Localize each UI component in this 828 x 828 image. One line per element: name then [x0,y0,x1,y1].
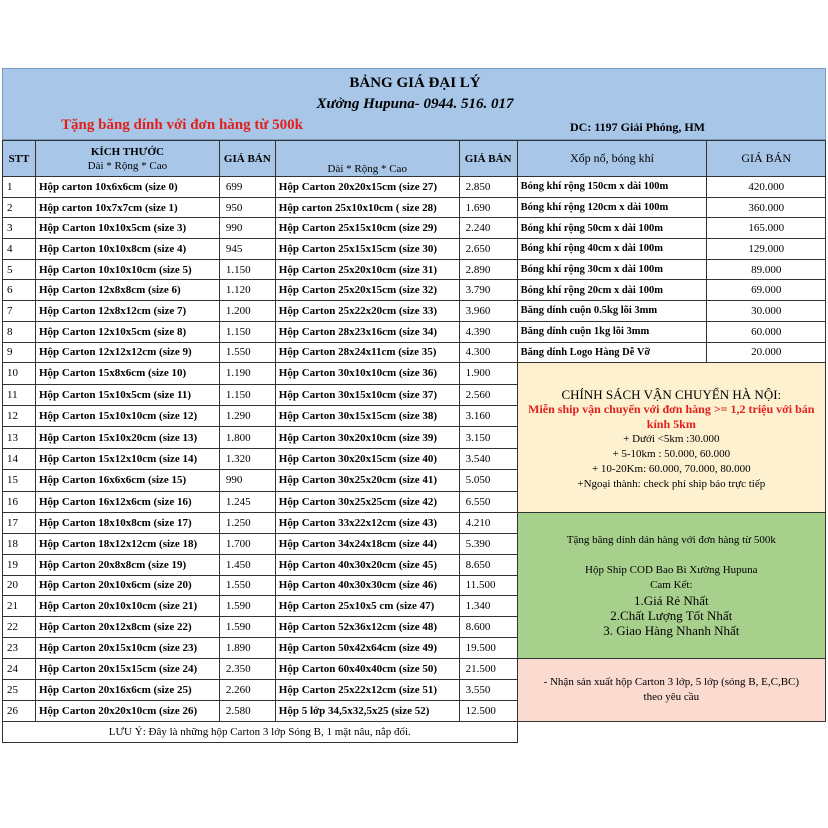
product-price: 3.960 [459,301,517,322]
item-price: 20.000 [707,342,826,363]
table-row [3,177,826,198]
product-name: Hộp Carton 18x12x12cm (size 18) [35,533,219,554]
product-name: Hộp Carton 40x30x20cm (size 45) [275,554,459,575]
table-row [3,301,826,322]
product-price: 1.800 [219,427,275,448]
product-price: 12.500 [459,701,517,722]
product-name: Hộp Carton 30x15x10cm (size 37) [275,384,459,405]
row-stt: 18 [3,533,36,554]
product-name: Hộp Carton 20x8x8cm (size 19) [35,554,219,575]
commitment-panel-line: 1.Giá Rẻ Nhất [633,593,709,609]
product-name: Hộp Carton 20x15x15cm (size 24) [35,658,219,679]
product-price: 1.590 [219,596,275,617]
shipping-panel-line: +Ngoại thành: check phí ship báo trực tiếp [577,478,766,491]
row-stt: 20 [3,575,36,596]
item-price: 129.000 [707,239,826,260]
row-stt: 7 [3,301,36,322]
product-price: 2.560 [459,384,517,405]
note-blank [517,722,825,743]
row-stt: 21 [3,596,36,617]
product-name: Hộp Carton 52x36x12cm (size 48) [275,617,459,638]
product-name: Hộp Carton 16x12x6cm (size 16) [35,491,219,512]
shipping-panel-line: CHÍNH SÁCH VẬN CHUYỂN HÀ NỘI: [561,387,782,403]
item-name: Bóng khí rộng 20cm x dài 100m [517,280,707,301]
product-price: 1.120 [219,280,275,301]
product-name: Hộp Carton 20x10x10cm (size 21) [35,596,219,617]
item-name: Bóng khí rộng 40cm x dài 100m [517,239,707,260]
product-name: Hộp carton 10x7x7cm (size 1) [35,197,219,218]
product-price: 21.500 [459,658,517,679]
col-header-size-title: KÍCH THƯỚC [90,145,164,158]
shipping-panel-line: Miễn ship vận chuyển với đơn hàng >= 1,2 triệu với bán kính 5km [528,402,815,432]
row-stt: 23 [3,638,36,659]
table-row [3,321,826,342]
product-name: Hộp Carton 15x8x6cm (size 10) [35,363,219,384]
product-price: 1.690 [459,197,517,218]
sheet-header [2,68,826,140]
shipping-panel [517,363,825,513]
product-name: Hộp carton 10x6x6cm (size 0) [35,177,219,198]
product-name: Hộp Carton 30x10x10cm (size 36) [275,363,459,384]
col-header-stt: STT [3,141,36,177]
note-row [3,722,826,743]
product-name: Hộp Carton 10x10x10cm (size 5) [35,259,219,280]
item-name: Băng dính cuộn 0.5kg lõi 3mm [517,301,707,322]
product-name: Hộp Carton 30x20x10cm (size 39) [275,427,459,448]
product-name: Hộp Carton 12x8x12cm (size 7) [35,301,219,322]
product-price: 1.590 [219,617,275,638]
table-row [3,239,826,260]
table-row [3,197,826,218]
product-name: Hộp Carton 25x22x12cm (size 51) [275,680,459,701]
item-price: 89.000 [707,259,826,280]
row-stt: 6 [3,280,36,301]
product-price: 3.150 [459,427,517,448]
production-panel-line: theo yêu cầu [643,691,700,704]
item-price: 30.000 [707,301,826,322]
product-name: Hộp Carton 15x10x10cm (size 12) [35,406,219,427]
item-name: Băng dính cuộn 1kg lõi 3mm [517,321,707,342]
product-price: 3.790 [459,280,517,301]
table-row [3,363,826,384]
product-price: 990 [219,470,275,491]
product-name: Hộp Carton 30x20x15cm (size 40) [275,448,459,469]
sheet-subtitle: Xưởng Hupuna- 0944. 516. 017 [316,96,514,112]
row-stt: 13 [3,427,36,448]
product-price: 2.850 [459,177,517,198]
commitment-panel-line: Cam Kết: [650,579,693,592]
row-stt: 17 [3,513,36,534]
product-name: Hộp Carton 12x12x12cm (size 9) [35,342,219,363]
row-stt: 25 [3,680,36,701]
product-price: 2.260 [219,680,275,701]
product-name: Hộp Carton 30x25x25cm (size 42) [275,491,459,512]
col-header-price: GIÁ BÁN [219,141,275,177]
product-name: Hộp Carton 12x8x8cm (size 6) [35,280,219,301]
product-price: 1.245 [219,491,275,512]
product-price: 3.540 [459,448,517,469]
product-price: 3.160 [459,406,517,427]
product-price: 1.250 [219,513,275,534]
product-price: 1.340 [459,596,517,617]
product-name: Hộp Carton 25x10x5 cm (size 47) [275,596,459,617]
shipping-panel-line: + 10-20Km: 60.000, 70.000, 80.000 [591,463,751,476]
product-name: Hộp Carton 20x12x8cm (size 22) [35,617,219,638]
product-name: Hộp carton 25x10x10cm ( size 28) [275,197,459,218]
product-price: 1.900 [459,363,517,384]
product-name: Hộp Carton 40x30x30cm (size 46) [275,575,459,596]
item-name: Bóng khí rộng 50cm x dài 100m [517,218,707,239]
product-name: Hộp Carton 50x42x64cm (size 49) [275,638,459,659]
product-price: 4.300 [459,342,517,363]
footer-note: LƯU Ý: Đây là những hộp Carton 3 lớp Sóng B, 1 mặt nâu, nắp đối. [3,722,518,743]
product-price: 11.500 [459,575,517,596]
product-name: Hộp Carton 25x15x15cm (size 30) [275,239,459,260]
product-name: Hộp Carton 10x10x8cm (size 4) [35,239,219,260]
table-row [3,280,826,301]
product-price: 2.890 [459,259,517,280]
product-price: 1.150 [219,384,275,405]
item-name: Băng dính Logo Hàng Dễ Vỡ [517,342,707,363]
product-price: 2.650 [459,239,517,260]
row-stt: 11 [3,384,36,405]
col-header-price-3: GIÁ BÁN [707,141,826,177]
product-name: Hộp Carton 20x15x10cm (size 23) [35,638,219,659]
product-price: 4.390 [459,321,517,342]
commitment-panel [517,513,825,659]
row-stt: 26 [3,701,36,722]
product-price: 950 [219,197,275,218]
product-name: Hộp Carton 20x20x10cm (size 26) [35,701,219,722]
item-price: 165.000 [707,218,826,239]
col-header-foam: Xốp nổ, bóng khí [517,141,707,177]
item-price: 60.000 [707,321,826,342]
product-price: 2.350 [219,658,275,679]
product-price: 5.390 [459,533,517,554]
row-stt: 3 [3,218,36,239]
row-stt: 1 [3,177,36,198]
item-name: Bóng khí rộng 30cm x dài 100m [517,259,707,280]
product-name: Hộp Carton 34x24x18cm (size 44) [275,533,459,554]
price-sheet [2,68,826,760]
item-price: 69.000 [707,280,826,301]
item-price: 420.000 [707,177,826,198]
item-name: Bóng khí rộng 150cm x dài 100m [517,177,707,198]
commitment-panel-line [518,548,825,563]
product-name: Hộp Carton 25x20x15cm (size 32) [275,280,459,301]
row-stt: 19 [3,554,36,575]
product-name: Hộp Carton 60x40x40cm (size 50) [275,658,459,679]
product-price: 8.600 [459,617,517,638]
product-price: 3.550 [459,680,517,701]
product-name: Hộp Carton 25x20x10cm (size 31) [275,259,459,280]
product-name: Hộp Carton 12x10x5cm (size 8) [35,321,219,342]
commitment-panel-line: 2.Chất Lượng Tốt Nhất [610,608,733,624]
product-name: Hộp Carton 28x23x16cm (size 34) [275,321,459,342]
product-name: Hộp Carton 15x10x5cm (size 11) [35,384,219,405]
product-price: 1.150 [219,259,275,280]
row-stt: 4 [3,239,36,260]
production-panel-line: - Nhận sản xuất hộp Carton 3 lớp, 5 lớp (sóng B, E,C,BC) [543,676,800,689]
product-price: 945 [219,239,275,260]
product-name: Hộp Carton 20x16x6cm (size 25) [35,680,219,701]
table-row [3,342,826,363]
product-price: 990 [219,218,275,239]
item-name: Bóng khí rộng 120cm x dài 100m [517,197,707,218]
product-price: 1.150 [219,321,275,342]
row-stt: 15 [3,470,36,491]
col-header-size-sub-2: Dài * Rộng * Cao [327,163,407,175]
col-header-size [35,141,219,177]
product-price: 2.580 [219,701,275,722]
col-header-size-2 [275,141,459,177]
table-row [3,513,826,534]
product-name: Hộp 5 lớp 34,5x32,5x25 (size 52) [275,701,459,722]
product-name: Hộp Carton 15x12x10cm (size 14) [35,448,219,469]
row-stt: 9 [3,342,36,363]
row-stt: 24 [3,658,36,679]
product-price: 4.210 [459,513,517,534]
shipping-panel-line: + Dưới <5km :30.000 [623,433,720,446]
row-stt: 16 [3,491,36,512]
product-price: 1.450 [219,554,275,575]
product-price: 6.550 [459,491,517,512]
product-price: 8.650 [459,554,517,575]
product-price: 1.550 [219,342,275,363]
commitment-panel-line: 3. Giao Hàng Nhanh Nhất [603,623,740,639]
price-table [2,140,826,743]
product-price: 1.890 [219,638,275,659]
product-price: 2.240 [459,218,517,239]
product-price: 1.320 [219,448,275,469]
row-stt: 5 [3,259,36,280]
product-price: 1.550 [219,575,275,596]
row-stt: 10 [3,363,36,384]
row-stt: 22 [3,617,36,638]
product-price: 19.500 [459,638,517,659]
product-name: Hộp Carton 30x25x20cm (size 41) [275,470,459,491]
promo-text: Tặng băng dính với đơn hàng từ 500k [61,117,303,133]
product-name: Hộp Carton 15x10x20cm (size 13) [35,427,219,448]
col-header-size-sub: Dài * Rộng * Cao [87,159,168,172]
col-header-price-2: GIÁ BÁN [459,141,517,177]
product-price: 1.290 [219,406,275,427]
table-row [3,218,826,239]
product-name: Hộp Carton 20x10x6cm (size 20) [35,575,219,596]
shipping-panel-line: + 5-10km : 50.000, 60.000 [612,448,731,461]
product-name: Hộp Carton 18x10x8cm (size 17) [35,513,219,534]
item-price: 360.000 [707,197,826,218]
product-name: Hộp Carton 33x22x12cm (size 43) [275,513,459,534]
product-price: 1.190 [219,363,275,384]
product-name: Hộp Carton 20x20x15cm (size 27) [275,177,459,198]
address-text: DC: 1197 Giải Phóng, HM [570,120,706,134]
product-name: Hộp Carton 16x6x6cm (size 15) [35,470,219,491]
product-name: Hộp Carton 25x15x10cm (size 29) [275,218,459,239]
commitment-panel-line: Hộp Ship COD Bao Bì Xưởng Hupuna [585,564,758,577]
row-stt: 14 [3,448,36,469]
commitment-panel-line: Tặng băng dính dán hàng với đơn hàng từ 500k [566,534,776,547]
product-price: 1.700 [219,533,275,554]
product-name: Hộp Carton 10x10x5cm (size 3) [35,218,219,239]
product-name: Hộp Carton 30x15x15cm (size 38) [275,406,459,427]
product-name: Hộp Carton 28x24x11cm (size 35) [275,342,459,363]
product-price: 1.200 [219,301,275,322]
product-name: Hộp Carton 25x22x20cm (size 33) [275,301,459,322]
product-price: 5.050 [459,470,517,491]
row-stt: 2 [3,197,36,218]
production-panel [517,658,825,721]
row-stt: 12 [3,406,36,427]
table-row [3,658,826,679]
sheet-title: BẢNG GIÁ ĐẠI LÝ [349,75,481,91]
table-row [3,259,826,280]
row-stt: 8 [3,321,36,342]
table-header-row [3,141,826,177]
product-price: 699 [219,177,275,198]
